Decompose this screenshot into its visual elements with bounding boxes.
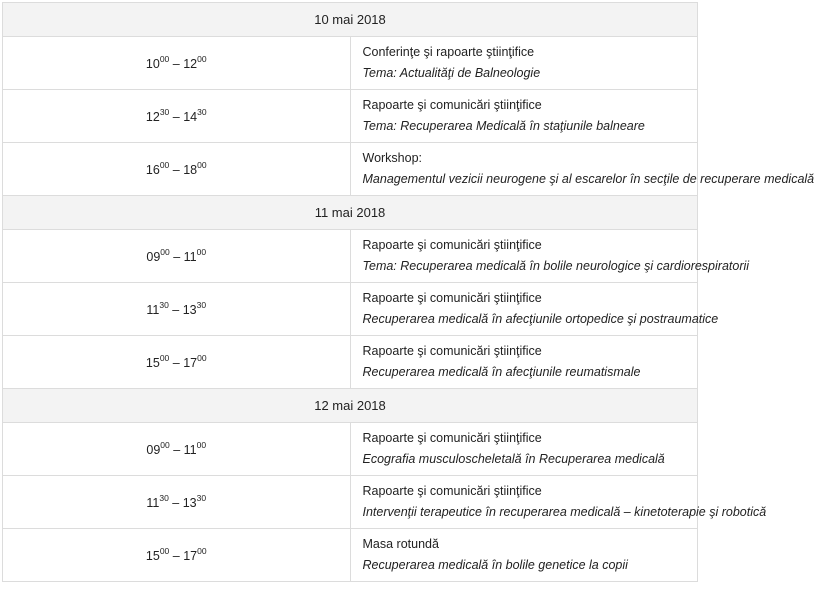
session-time: $15^{00} - 17^{00}$ [3,336,351,389]
session-description [350,529,698,582]
session-description [350,423,698,476]
session-title: Rapoarte şi comunicări ştiinţifice [362,98,542,112]
session-time: $09^{00} - 11^{00}$ [3,423,351,476]
session-row [3,476,698,529]
session-topic: Recuperarea medicală în bolile genetice la copii [362,558,628,572]
session-description [350,476,767,529]
session-topic: Managementul vezicii neurogene şi al escarelor în secţile de recuperare medicală [362,172,814,186]
session-title: Workshop: [362,151,423,165]
session-time: $12^{30} - 14^{30}$ [3,90,351,143]
session-time: $11^{30} - 13^{30}$ [3,476,351,529]
day-header-row [3,389,698,423]
session-title: Rapoarte şi comunicări ştiinţifice [362,484,542,498]
session-title: Masa rotundă [362,537,439,551]
session-description [350,143,814,196]
session-title: Conferinţe şi rapoarte ştiinţifice [362,45,535,59]
session-topic: Recuperarea medicală în afecţiunile ortopedice şi postraumatice [362,312,719,326]
session-time: $15^{00} - 17^{00}$ [3,529,351,582]
session-row [3,90,698,143]
session-topic: Tema: Actualităţi de Balneologie [362,66,541,80]
session-time: $16^{00} - 18^{00}$ [3,143,351,196]
day-label: 11 mai 2018 [3,196,698,230]
session-topic: Intervenţii terapeutice în recuperarea medicală – kinetoterapie şi robotică [362,505,767,519]
session-row [3,37,698,90]
day-header-row [3,3,698,37]
day-label: 12 mai 2018 [3,389,698,423]
session-description [350,90,698,143]
session-row [3,283,698,336]
session-time: $10^{00} - 12^{00}$ [3,37,351,90]
day-label: 10 mai 2018 [3,3,698,37]
session-title: Rapoarte şi comunicări ştiinţifice [362,291,542,305]
session-row [3,230,698,283]
session-description [350,230,750,283]
session-time: $09^{00} - 11^{00}$ [3,230,351,283]
session-topic: Tema: Recuperarea medicală în bolile neurologice şi cardiorespiratorii [362,259,750,273]
session-row [3,423,698,476]
session-description [350,283,719,336]
session-title: Rapoarte şi comunicări ştiinţifice [362,431,542,445]
session-row [3,336,698,389]
day-header-row [3,196,698,230]
session-description [350,37,698,90]
session-row [3,143,698,196]
session-time: $11^{30} - 13^{30}$ [3,283,351,336]
session-topic: Ecografia musculoscheletală în Recuperarea medicală [362,452,665,466]
session-row [3,529,698,582]
session-topic: Recuperarea medicală în afecţiunile reumatismale [362,365,641,379]
session-title: Rapoarte şi comunicări ştiinţifice [362,344,542,358]
session-topic: Tema: Recuperarea Medicală în staţiunile balneare [362,119,645,133]
session-description [350,336,698,389]
session-title: Rapoarte şi comunicări ştiinţifice [362,238,542,252]
schedule-table [2,2,814,582]
